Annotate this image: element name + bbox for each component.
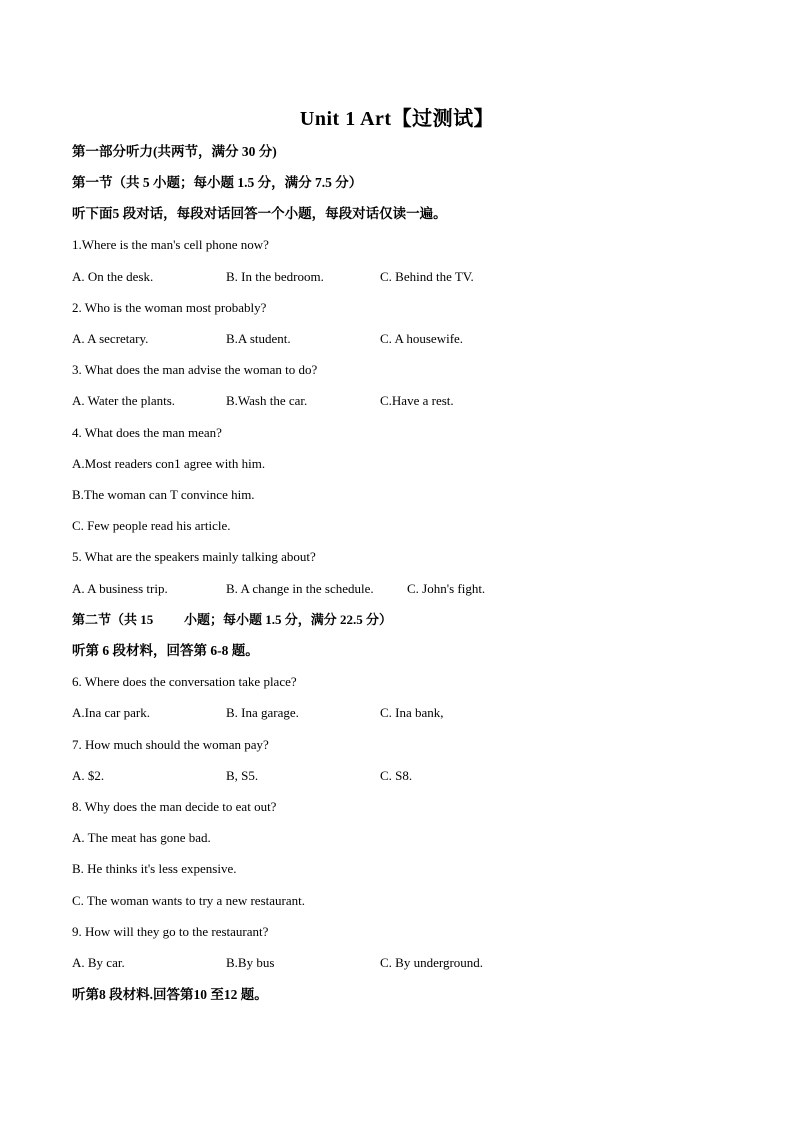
question-1-option-c: C. Behind the TV. — [380, 269, 474, 284]
question-6-stem: 6. Where does the conversation take place? — [72, 674, 297, 689]
question-3-stem: 3. What does the man advise the woman to do? — [72, 362, 318, 377]
question-5-option-a: A. A business trip. — [72, 581, 168, 596]
section2-heading-right: 小题；每小题 1.5 分，满分 22.5 分） — [184, 612, 393, 627]
page-title: Unit 1 Art【过测试】 — [299, 108, 495, 130]
question-1-option-b: B. In the bedroom. — [226, 269, 324, 284]
question-9-option-b: B.By bus — [226, 955, 275, 970]
question-2-option-a: A. A secretary. — [72, 331, 149, 346]
question-9-option-a: A. By car. — [72, 955, 125, 970]
question-4-option-b: B.The woman can T convince him. — [72, 487, 255, 502]
material-8-heading: 听第8 段材料.回答第10 至12 题。 — [72, 987, 268, 1002]
part1-heading: 第一部分听力(共两节，满分 30 分) — [72, 144, 277, 159]
question-8-option-b: B. He thinks it's less expensive. — [72, 861, 237, 876]
question-4-option-a: A.Most readers con1 agree with him. — [72, 456, 266, 471]
section1-instruction: 听下面5 段对话，每段对话回答一个小题，每段对话仅读一遍。 — [72, 206, 447, 221]
question-6-option-c: C. Ina bank, — [380, 705, 444, 720]
question-1-option-a: A. On the desk. — [72, 269, 154, 284]
question-2-option-b: B.A student. — [226, 331, 291, 346]
question-9-stem: 9. How will they go to the restaurant? — [72, 924, 269, 939]
question-7-option-b: B, S5. — [226, 768, 259, 783]
question-6-option-b: B. Ina garage. — [226, 705, 299, 720]
question-7-option-a: A. $2. — [72, 768, 105, 783]
question-8-option-a: A. The meat has gone bad. — [72, 830, 211, 845]
section1-heading: 第一节（共 5 小题；每小题 1.5 分，满分 7.5 分） — [72, 175, 363, 190]
question-8-option-c: C. The woman wants to try a new restaurant. — [72, 893, 305, 908]
question-4-stem: 4. What does the man mean? — [72, 425, 222, 440]
question-7-option-c: C. S8. — [380, 768, 413, 783]
question-3-option-b: B.Wash the car. — [226, 393, 308, 408]
question-3-option-a: A. Water the plants. — [72, 393, 176, 408]
question-1-stem: 1.Where is the man's cell phone now? — [72, 237, 269, 252]
question-5-option-c: C. John's fight. — [407, 581, 486, 596]
question-2-option-c: C. A housewife. — [380, 331, 464, 346]
question-6-option-a: A.Ina car park. — [72, 705, 150, 720]
question-2-stem: 2. Who is the woman most probably? — [72, 300, 267, 315]
question-9-option-c: C. By underground. — [380, 955, 484, 970]
question-8-stem: 8. Why does the man decide to eat out? — [72, 799, 277, 814]
section2-heading-left: 第二节（共 15 — [72, 612, 154, 627]
question-3-option-c: C.Have a rest. — [380, 393, 454, 408]
question-5-stem: 5. What are the speakers mainly talking about? — [72, 549, 316, 564]
question-4-option-c: C. Few people read his article. — [72, 518, 231, 533]
question-7-stem: 7. How much should the woman pay? — [72, 737, 269, 752]
material-6-heading: 听第 6 段材料，回答第 6-8 题。 — [72, 643, 259, 658]
question-5-option-b: B. A change in the schedule. — [226, 581, 374, 596]
